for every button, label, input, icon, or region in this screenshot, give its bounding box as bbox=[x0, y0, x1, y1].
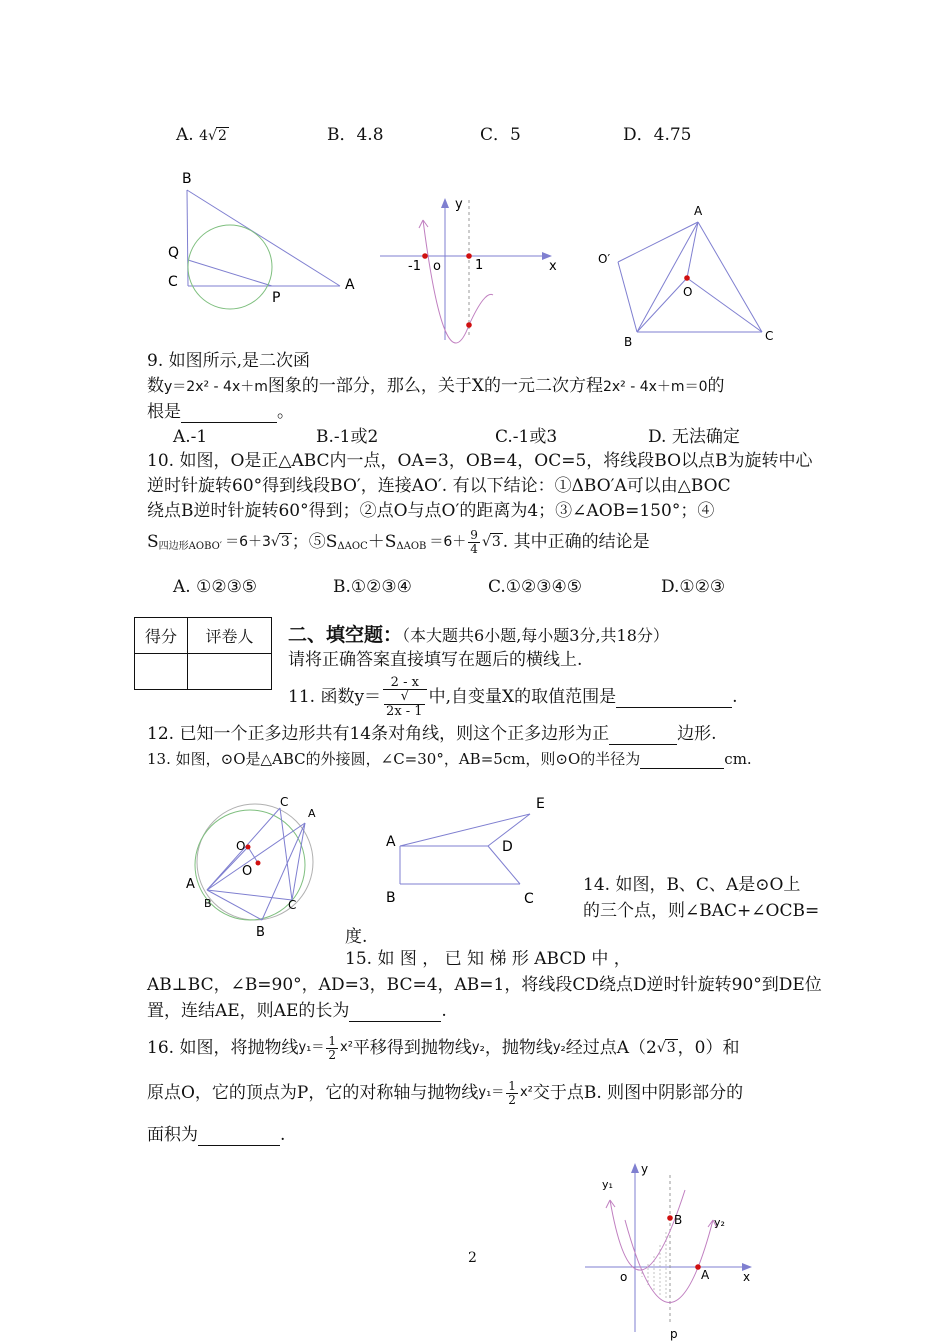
label-minus-one: -1 bbox=[408, 259, 421, 274]
label-A-right: A bbox=[308, 807, 316, 820]
label-y: y bbox=[641, 1162, 649, 1176]
label-O-prime: O′ bbox=[598, 252, 611, 266]
q14-line-2: 的三个点，则∠BAC+∠OCB= bbox=[583, 901, 820, 921]
label-y: y bbox=[455, 197, 463, 212]
figure-q13-circumscribed-circles bbox=[180, 790, 330, 940]
label-x: x bbox=[549, 259, 557, 274]
figure-q10-equilateral-triangle bbox=[590, 200, 790, 350]
figure-q9-parabola bbox=[375, 190, 560, 350]
label-B: B bbox=[386, 890, 396, 906]
label-C-bottom: C bbox=[288, 898, 297, 912]
figure-q16-parabolas bbox=[580, 1160, 770, 1340]
label-Q: Q bbox=[168, 245, 180, 261]
label-C: C bbox=[765, 329, 774, 343]
q16-line-1: 16. 如图，将抛物线 y₁ ＝ $\frac{1}{2}$ x² 平移得到抛物线 y₂ ，抛物线 y₂ 经过点A（2 √ 3 ，0）和 bbox=[147, 1033, 740, 1062]
q8-option-d: D．4.75 bbox=[623, 125, 692, 145]
q10-option-b: B.①②③④ bbox=[333, 577, 412, 597]
label-B-inner: B bbox=[204, 897, 212, 910]
q10-option-a: A. ①②③⑤ bbox=[173, 577, 258, 597]
q9-line-2: 数y＝2x² - 4x＋m图象的一部分，那么，关于X的一元二次方程2x² - 4x＋m＝0的 bbox=[147, 376, 725, 396]
label-O-upper: O bbox=[236, 839, 246, 853]
label-B-bottom: B bbox=[256, 925, 265, 940]
label-E: E bbox=[536, 796, 545, 812]
label-B: B bbox=[674, 1213, 683, 1227]
figure-q15-trapezoid bbox=[380, 790, 560, 910]
q16-line-3: 面积为 . bbox=[147, 1125, 286, 1145]
q9-option-b: B.-1或2 bbox=[316, 427, 379, 447]
q9-option-c: C.-1或3 bbox=[495, 427, 558, 447]
label-o: o bbox=[620, 1270, 628, 1284]
label-D: D bbox=[502, 839, 513, 855]
label-y2: y₂ bbox=[714, 1216, 725, 1229]
q9-option-d: D. 无法确定 bbox=[648, 427, 740, 447]
q13: 13. 如图，⊙O是△ABC的外接圆，∠C=30°，AB=5cm，则⊙O的半径为 cm. bbox=[147, 750, 752, 768]
q8-option-b: B．4.8 bbox=[327, 125, 384, 145]
label-one: 1 bbox=[475, 258, 484, 273]
label-B: B bbox=[182, 171, 192, 187]
label-B: B bbox=[624, 335, 633, 349]
q10-line-3: 绕点B逆时针旋转60°得到；②点O与点O′的距离为4；③∠AOB=150°；④ bbox=[147, 501, 715, 521]
label-p: p bbox=[670, 1327, 678, 1341]
section-2-heading: 二、填空题：（本大题共6小题,每小题3分,共18分） bbox=[288, 624, 669, 646]
label-C: C bbox=[168, 274, 178, 290]
q14-line-1: 14. 如图，B、C、A是⊙O上 bbox=[583, 875, 801, 895]
q15-line-3: 置，连结AE，则AE的长为 . bbox=[147, 1001, 447, 1021]
label-P: P bbox=[272, 290, 281, 306]
q12: 12. 已知一个正多边形共有14条对角线，则这个正多边形为正 边形. bbox=[147, 724, 717, 744]
q10-line-4: S 四边形AOBO′ ＝6＋3 √ 3 ；⑤S ΔAOC ＋S ΔAOB ＝6＋ $\frac{9}{4}$ √ 3 . 其中正确的结论是 bbox=[147, 527, 650, 556]
score-value-cell[interactable] bbox=[135, 654, 188, 690]
label-x: x bbox=[743, 1270, 751, 1284]
q11: 11. 函数y＝ 2 - x √ 2x - 1 中,自变量X的取值范围是 . bbox=[288, 674, 738, 719]
q10-option-c: C.①②③④⑤ bbox=[488, 577, 583, 597]
grade-box bbox=[134, 617, 272, 690]
q16-line-2: 原点O，它的顶点为P，它的对称轴与抛物线 y₁ ＝ $\frac{1}{2}$ x² 交于点B. 则图中阴影部分的 bbox=[147, 1078, 744, 1107]
q15-line-1: 15. 如 图 ， 已 知 梯 形 ABCD 中 ， bbox=[345, 949, 631, 969]
page-number: 2 bbox=[468, 1250, 477, 1266]
label-O: O bbox=[683, 285, 693, 299]
q10-line-1: 10. 如图，O是正△ABC内一点，OA=3，OB=4，OC=5，将线段BO以点B为旋转中心 bbox=[147, 451, 813, 471]
label-A: A bbox=[694, 204, 703, 218]
q14-line-3: 度. bbox=[345, 927, 368, 947]
label-A-left: A bbox=[186, 877, 195, 892]
score-cell: 得分 bbox=[135, 618, 188, 654]
section-2-instruction: 请将正确答案直接填写在题后的横线上. bbox=[288, 650, 583, 670]
label-A: A bbox=[386, 834, 396, 850]
label-O-lower: O bbox=[242, 864, 253, 879]
q9-line-1: 9. 如图所示,是二次函 bbox=[147, 351, 311, 371]
label-C: C bbox=[524, 891, 534, 907]
grader-cell: 评卷人 bbox=[188, 618, 272, 654]
q8-option-c: C．5 bbox=[480, 125, 521, 145]
label-o: o bbox=[433, 259, 441, 274]
label-A: A bbox=[701, 1268, 710, 1282]
q9-option-a: A.-1 bbox=[173, 427, 208, 447]
label-A: A bbox=[345, 277, 355, 293]
q10-option-d: D.①②③ bbox=[661, 577, 726, 597]
q15-line-2: AB⊥BC，∠B=90°，AD=3，BC=4，AB=1，将线段CD绕点D逆时针旋转90°到DE位 bbox=[147, 975, 822, 995]
q9-line-3: 根是 。 bbox=[147, 402, 294, 422]
grader-value-cell[interactable] bbox=[188, 654, 272, 690]
label-C-top: C bbox=[280, 795, 289, 809]
figure-q8-circle-triangle bbox=[160, 165, 360, 305]
q10-line-2: 逆时针旋转60°得到线段BO′，连接AO′. 有以下结论：①ΔBO′A可以由△BOC bbox=[147, 476, 731, 496]
q8-option-a: A. 4√2 bbox=[176, 125, 227, 145]
label-y1: y₁ bbox=[602, 1178, 613, 1191]
